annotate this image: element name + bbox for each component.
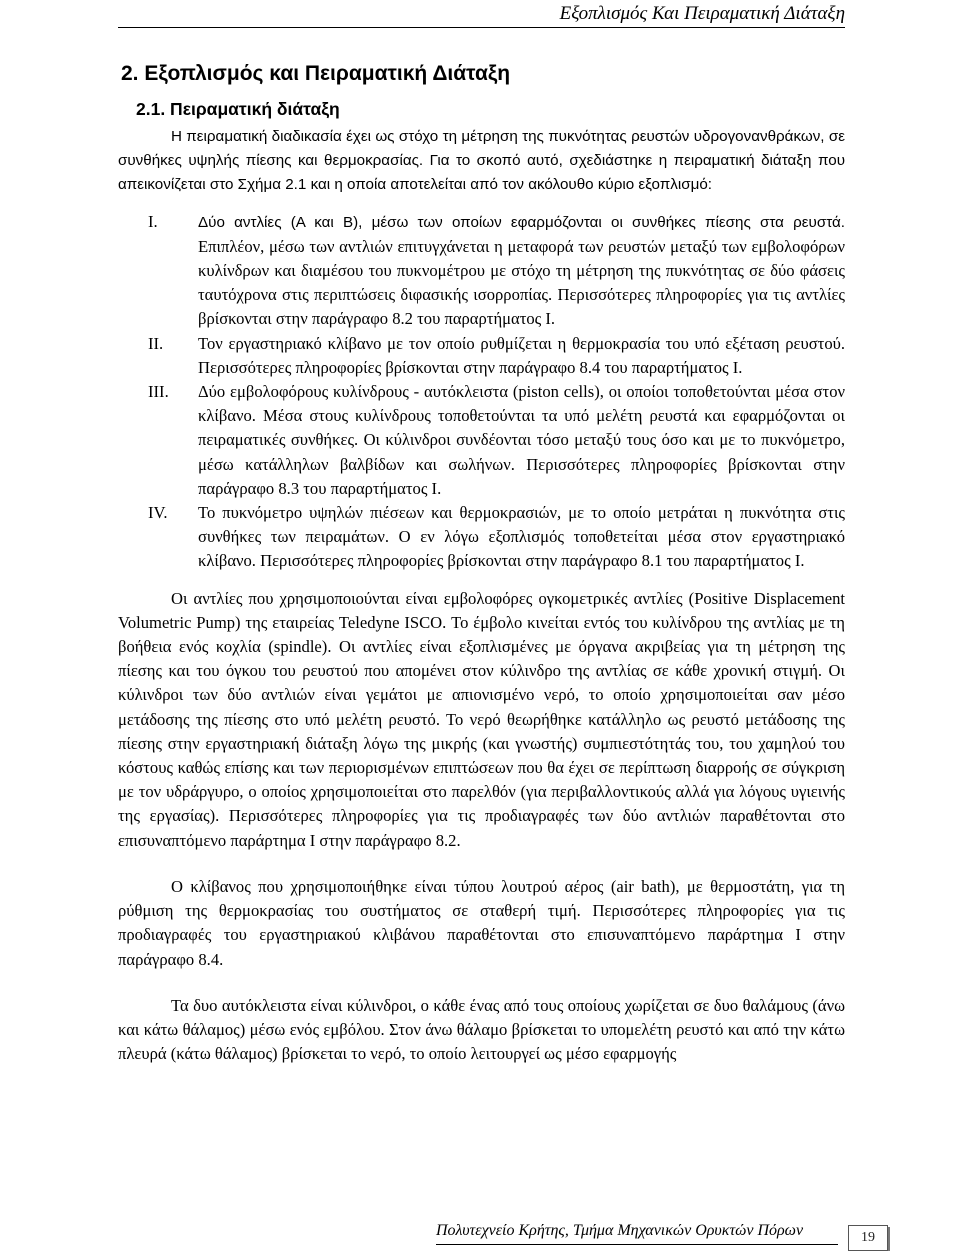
list-item-text: Επιπλέον, μέσω των αντλιών επιτυγχάνεται η μεταφορά των ρευστών μεταξύ των εμβολοφόρων κυλίνδρων και διαμέσου του πυκνομέτρου με στόχο τη μέτρηση της πυκνότητας σε δύο φάσεις ταυτόχρονα στις περιπτώσεις διφασικής ισορροπίας. Περισσότερες πληροφορίες για τις αντλίες βρίσκονται στην παράγραφο 8.2 του παραρτήματος I.	[198, 236, 845, 329]
section-heading: 2. Εξοπλισμός και Πειραματική Διάταξη	[121, 62, 511, 85]
header-rule	[118, 27, 845, 28]
pumps-paragraph: Οι αντλίες που χρησιμοποιούνται είναι εμβολοφόρες ογκομετρικές αντλίες (Positive Displacement Volumetric Pump) της εταιρείας Teledyne ISCO. Το έμβολο κινείται εντός του κυλίνδρου της αντλίας με τη βοήθεια ενός κοχλία (spindle). Οι αντλίες είναι εξοπλισμένες με όργανα ακριβείας για τη μέτρηση της πίεσης και του όγκου του ρευστού που απομένει στον κύλινδρο της αντλίας σε κάθε χρονική στιγμή. Οι κύλινδροι των δύο αντλιών είναι γεμάτοι με απιονισμένο νερό, το οποίο χρησιμοποιείται σαν μέσο μετάδοσης της πίεσης στο υπό μελέτη ρευστό. Το νερό θεωρήθηκε κατάλληλο ως ρευστό μετάδοσης της πίεσης στην εργαστηριακή διάταξη λόγω της μικρής (και γνωστής) συμπιεστότητάς του, του χαμηλού του κόστους καθώς επίσης και των περιορισμένων επιπτώσεων που θα έχει σε περίπτωση διαρροής σε σύγκριση με τον υδράργυρο, ο οποίος χρησιμοποιείται στο παρελθόν (για περιβαλλοντικούς αλλά για λόγους υγιεινής της εργασίας). Περισσότερες πληροφορίες για τις προδιαγραφές των δύο αντλιών παραθέτονται στο επισυναπτόμενο παράρτημα I στην παράγραφο 8.2.	[118, 588, 845, 850]
list-item	[118, 380, 845, 501]
intro-paragraph: Η πειραματική διαδικασία έχει ως στόχο τη μέτρηση της πυκνότητας ρευστών υδρογονανθράκων, σε συνθήκες υψηλής πίεσης και θερμοκρασίας. Για το σκοπό αυτό, σχεδιάστηκε η πειραματική διάταξη που απεικονίζεται στο Σχήμα 2.1 και η οποία αποτελείται από τον ακόλουθο κύριο εξοπλισμό:	[118, 128, 845, 194]
list-item-number: IV.	[148, 503, 168, 523]
list-item-number: III.	[148, 382, 169, 402]
running-header: Εξοπλισμός Και Πειραματική Διάταξη	[559, 3, 845, 24]
autoclaves-paragraph: Τα δυο αυτόκλειστα είναι κύλινδροι, ο κάθε ένας από τους οποίους χωρίζεται σε δυο θαλάμους (άνω και κάτω θάλαμος) μέσω ενός εμβόλου. Στον άνω θάλαμο βρίσκεται το υπομελέτη ρευστό και από την κάτω πλευρά (κάτω θάλαμος) βρίσκεται το νερό, το οποίο λειτουργεί ως μέσο εφαρμογής	[118, 995, 845, 1064]
list-item	[118, 501, 845, 574]
page-content	[118, 60, 845, 1066]
list-item-number: II.	[148, 333, 164, 353]
footer-rule	[436, 1244, 838, 1245]
list-item	[118, 210, 845, 332]
page-number: 19	[848, 1225, 888, 1251]
list-item-text: Το πυκνόμετρο υψηλών πιέσεων και θερμοκρασιών, με το οποίο μετράται η πυκνότητα στις συνθήκες των πειραμάτων. Ο εν λόγω εξοπλισμός τοποθετείται μέσα στον εργαστηριακό κλίβανο. Περισσότερες πληροφορίες βρίσκονται στην παράγραφο 8.1 του παραρτήματος I.	[198, 503, 845, 571]
list-item-text: Τον εργαστηριακό κλίβανο με τον οποίο ρυθμίζεται η θερμοκρασία του υπό εξέταση ρευστού. Περισσότερες πληροφορίες βρίσκονται στην παράγραφο 8.4 του παραρτήματος I.	[198, 333, 845, 377]
footer-institution: Πολυτεχνείο Κρήτης, Τμήμα Μηχανικών Ορυκτών Πόρων	[436, 1222, 804, 1239]
equipment-list	[118, 210, 845, 574]
list-item	[118, 332, 845, 380]
subsection-heading: 2.1. Πειραματική διάταξη	[136, 99, 340, 119]
list-item-text: Δύο εμβολοφόρους κυλίνδρους - αυτόκλειστα (piston cells), οι οποίοι τοποθετούνται μέσα στον κλίβανο. Μέσα στους κυλίνδρους τοποθετούνται τα υπό μελέτη ρευστά και εφαρμόζονται οι πειραματικές συνθήκες. Οι κύλινδροι συνδέονται τόσο μεταξύ τους όσο και με το πυκνόμετρο, μέσω κατάλληλων βαλβίδων και σωλήνων. Περισσότερες πληροφορίες βρίσκονται στην παράγραφο 8.3 του παραρτήματος I.	[198, 382, 845, 498]
list-item-number: I.	[148, 211, 158, 231]
oven-paragraph: Ο κλίβανος που χρησιμοποιήθηκε είναι τύπου λουτρού αέρος (air bath), με θερμοστάτη, για τη ρύθμιση της θερμοκρασίας του συστήματος σε σταθερή τιμή. Περισσότερες πληροφορίες για τις προδιαγραφές του εργαστηριακού κλιβάνου παραθέτονται στο επισυναπτόμενο παράρτημα I στην παράγραφο 8.4.	[118, 876, 845, 969]
list-item-lead: Δύο αντλίες (Α και Β), μέσω των οποίων εφαρμόζονται οι συνθήκες πίεσης στα ρευστά.	[198, 213, 845, 231]
